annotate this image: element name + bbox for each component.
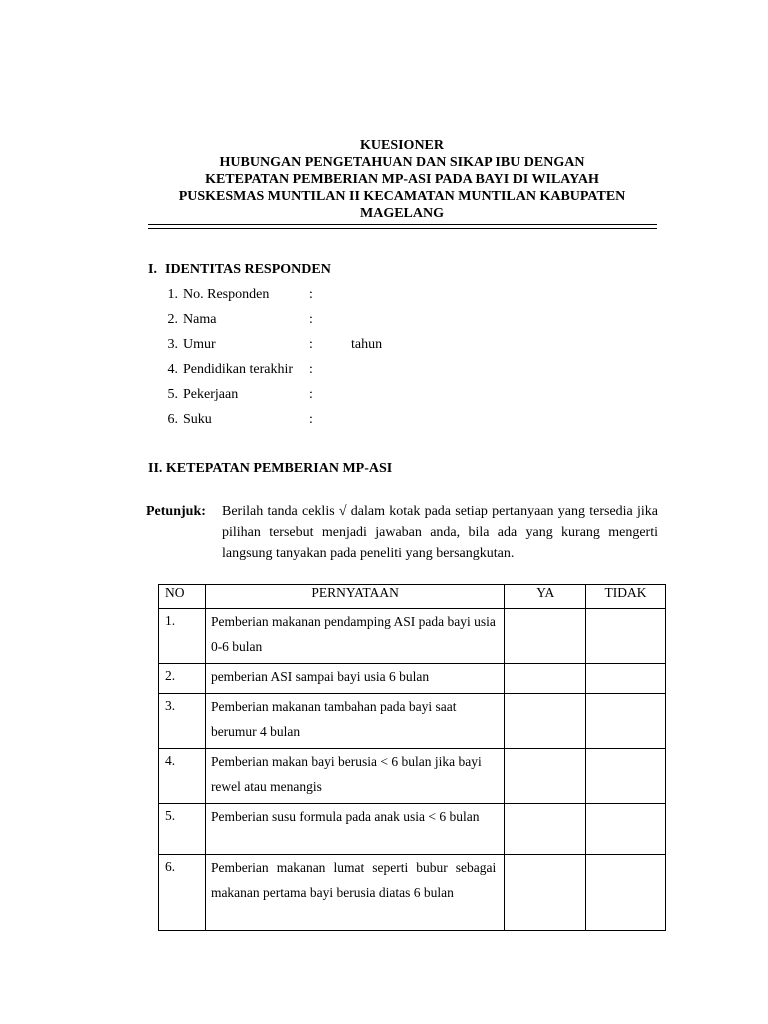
item-number: 4. — [167, 362, 178, 377]
row-statement — [205, 664, 504, 694]
table-row — [159, 804, 666, 855]
instructions-text: Berilah tanda ceklis √ dalam kotak pada setiap pertanyaan yang tersedia jika pilihan tersebut menjadi jawaban anda, bila ada yang kurang mengerti langsung tanyakan pada peneliti yang bersangkutan. — [222, 504, 658, 561]
item-number: 5. — [167, 387, 178, 402]
checkbox-tidak[interactable] — [586, 609, 666, 664]
title-line: HUBUNGAN PENGETAHUAN DAN SIKAP IBU DENGAN — [219, 155, 585, 170]
row-number: 3. — [159, 694, 206, 749]
row-statement — [205, 749, 504, 804]
item-colon: : — [309, 362, 313, 377]
title-line: KETEPATAN PEMBERIAN MP-ASI PADA BAYI DI WILAYAH — [205, 172, 599, 187]
table-header-row — [159, 585, 666, 609]
row-statement — [205, 609, 504, 664]
title-line: KUESIONER — [359, 138, 445, 153]
table-row — [159, 694, 666, 749]
header-ya: YA — [505, 585, 586, 609]
row-number: 2. — [159, 664, 206, 694]
item-number: 3. — [167, 337, 178, 352]
checkbox-tidak[interactable] — [586, 804, 666, 855]
item-label: Pekerjaan — [183, 387, 239, 402]
section-title: IDENTITAS RESPONDEN — [165, 262, 331, 277]
item-label: Umur — [183, 337, 216, 352]
item-label: Suku — [183, 412, 212, 427]
item-number: 2. — [167, 312, 178, 327]
statement-text: Pemberian makanan lumat seperti bubur sebagai makanan pertama bayi berusia diatas 6 bulan — [210, 860, 497, 900]
title-divider — [148, 224, 657, 229]
item-colon: : — [309, 287, 313, 302]
statement-text: Pemberian susu formula pada anak usia < 6 bulan — [210, 809, 480, 824]
table-row — [159, 609, 666, 664]
table-row — [159, 749, 666, 804]
section-number: I. — [148, 262, 157, 277]
row-number: 1. — [159, 609, 206, 664]
document-title — [146, 137, 658, 222]
checkbox-ya[interactable] — [505, 609, 586, 664]
item-unit: tahun — [351, 337, 383, 352]
row-number: 4. — [159, 749, 206, 804]
checkbox-tidak[interactable] — [586, 749, 666, 804]
statement-text: Pemberian makanan tambahan pada bayi saat berumur 4 bulan — [210, 699, 457, 739]
item-number: 1. — [167, 287, 178, 302]
checkbox-ya[interactable] — [505, 749, 586, 804]
item-number: 6. — [167, 412, 178, 427]
row-statement — [205, 804, 504, 855]
questionnaire-table — [158, 584, 666, 931]
section-heading-ketepatan: II. KETEPATAN PEMBERIAN MP-ASI — [148, 461, 393, 476]
item-label: Pendidikan terakhir — [183, 362, 294, 377]
header-tidak: TIDAK — [586, 585, 666, 609]
checkbox-ya[interactable] — [505, 694, 586, 749]
checkbox-ya[interactable] — [505, 804, 586, 855]
checkbox-tidak[interactable] — [586, 664, 666, 694]
item-colon: : — [309, 312, 313, 327]
item-colon: : — [309, 412, 313, 427]
header-no: NO — [159, 585, 206, 609]
checkbox-ya[interactable] — [505, 664, 586, 694]
checkbox-tidak[interactable] — [586, 855, 666, 931]
table-row — [159, 664, 666, 694]
instructions-label: Petunjuk: — [146, 504, 206, 519]
statement-text: pemberian ASI sampai bayi usia 6 bulan — [210, 669, 430, 684]
statement-text: Pemberian makan bayi berusia < 6 bulan jika bayi rewel atau menangis — [210, 754, 482, 794]
item-label: No. Responden — [183, 287, 270, 302]
statement-text: Pemberian makanan pendamping ASI pada bayi usia 0-6 bulan — [210, 614, 496, 654]
checkbox-ya[interactable] — [505, 855, 586, 931]
row-statement — [205, 855, 504, 931]
title-line: PUSKESMAS MUNTILAN II KECAMATAN MUNTILAN KABUPATEN — [178, 189, 626, 204]
item-colon: : — [309, 387, 313, 402]
row-number: 5. — [159, 804, 206, 855]
checkbox-tidak[interactable] — [586, 694, 666, 749]
title-line: MAGELANG — [360, 206, 444, 221]
section-heading-identitas — [148, 262, 331, 278]
row-statement — [205, 694, 504, 749]
header-pernyataan: PERNYATAAN — [205, 585, 504, 609]
table-row — [159, 855, 666, 931]
item-colon: : — [309, 337, 313, 352]
item-label: Nama — [183, 312, 217, 327]
row-number: 6. — [159, 855, 206, 931]
